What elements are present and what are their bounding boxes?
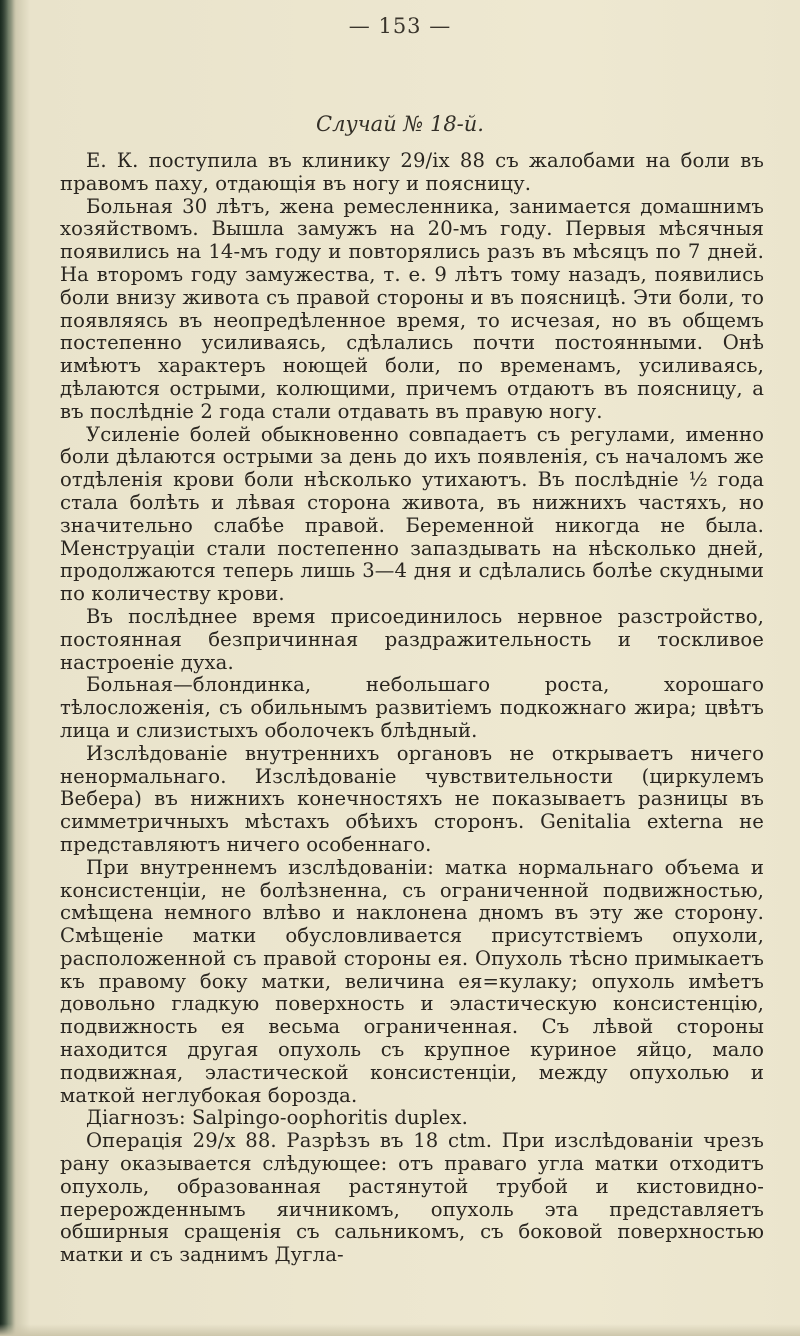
paragraph: Операція 29/x 88. Разрѣзъ въ 18 ctm. При изслѣдованіи чрезъ рану оказывается слѣдующее: отъ праваго угла матки отходитъ опухоль, образованная растянутой трубой и кистовидно-перерожденнымъ яичникомъ, опухоль эта представляетъ обширныя сращенія съ сальникомъ, съ боковой поверхностью матки и съ заднимъ Дугла- bbox=[60, 1129, 764, 1267]
paragraph: Діагнозъ: Salpingo-oophoritis duplex. bbox=[86, 1106, 468, 1130]
binding-shadow bbox=[0, 0, 14, 1336]
page-bottom-edge bbox=[0, 1324, 800, 1336]
case-title: Случай № 18-й. bbox=[316, 112, 484, 136]
paragraph: Больная 30 лѣтъ, жена ремесленника, занимается домашнимъ хозяйствомъ. Вышла замужъ на 20-мъ году. Первыя мѣсячныя появились на 14-мъ году и повторялись разъ въ мѣсяцъ по 7 дней. На второмъ году замужества, т. е. 9 лѣтъ тому назадъ, появились боли внизу живота съ правой стороны и въ поясницѣ. Эти боли, то появляясь въ неопредѣленное время, то исчезая, но въ общемъ постепенно усиливаясь, сдѣлались почти постоянными. Онѣ имѣютъ характеръ ноющей боли, по временамъ, усиливаясь, дѣлаются острыми, колющими, причемъ отдаютъ въ поясницу, а въ послѣдніе 2 года стали отдавать въ правую ногу. bbox=[60, 194, 764, 423]
paragraph: При внутреннемъ изслѣдованіи: матка нормальнаго объема и консистенціи, не болѣзненна, съ ограниченной подвижностью, смѣщена немного влѣво и наклонена дномъ въ эту же сторону. Смѣщеніе матки обусловливается присутствіемъ опухоли, расположенной съ правой стороны ея. Опухоль тѣсно примыкаетъ къ правому боку матки, величина ея=кулаку; опухоль имѣетъ довольно гладкую поверхность и эластическую консистенцію, подвижность ея весьма ограниченная. Съ лѣвой стороны находится другая опухоль съ крупное куриное яйцо, мало подвижная, эластической консистенціи, между опухолью и маткой неглубокая борозда. bbox=[60, 855, 764, 1107]
paragraph: Усиленіе болей обыкновенно совпадаетъ съ регулами, именно боли дѣлаются острыми за день до ихъ появленія, съ началомъ же отдѣленія крови боли нѣсколько утихаютъ. Въ послѣдніе ½ года стала болѣть и лѣвая сторона живота, въ нижнихъ частяхъ, но значительно слабѣе правой. Беременной никогда не была. Менструаціи стали постепенно запаздывать на нѣсколько дней, продолжаются теперь лишь 3—4 дня и сдѣлались болѣе скудными по количеству крови. bbox=[60, 422, 764, 606]
paragraph: Изслѣдованіе внутреннихъ органовъ не открываетъ ничего ненормальнаго. Изслѣдованіе чувствительности (циркулемъ Вебера) въ нижнихъ конечностяхъ не показываетъ разницы въ симметричныхъ мѣстахъ обѣихъ сторонъ. Genitalia externa не представляютъ ничего особеннаго. bbox=[60, 741, 764, 856]
body-text bbox=[60, 150, 764, 1267]
paragraph: Больная—блондинка, небольшаго роста, хорошаго тѣлосложенія, съ обильнымъ развитіемъ подкожнаго жира; цвѣтъ лица и слизистыхъ оболочекъ блѣдный. bbox=[60, 673, 764, 742]
paragraph: Въ послѣднее время присоединилось нервное разстройство, постоянная безпричинная раздражительность и тоскливое настроеніе духа. bbox=[60, 604, 764, 674]
paragraph: Е. К. поступила въ клинику 29/ix 88 съ жалобами на боли въ правомъ паху, отдающія въ ногу и поясницу. bbox=[60, 149, 764, 195]
page-number: — 153 — bbox=[348, 14, 452, 38]
